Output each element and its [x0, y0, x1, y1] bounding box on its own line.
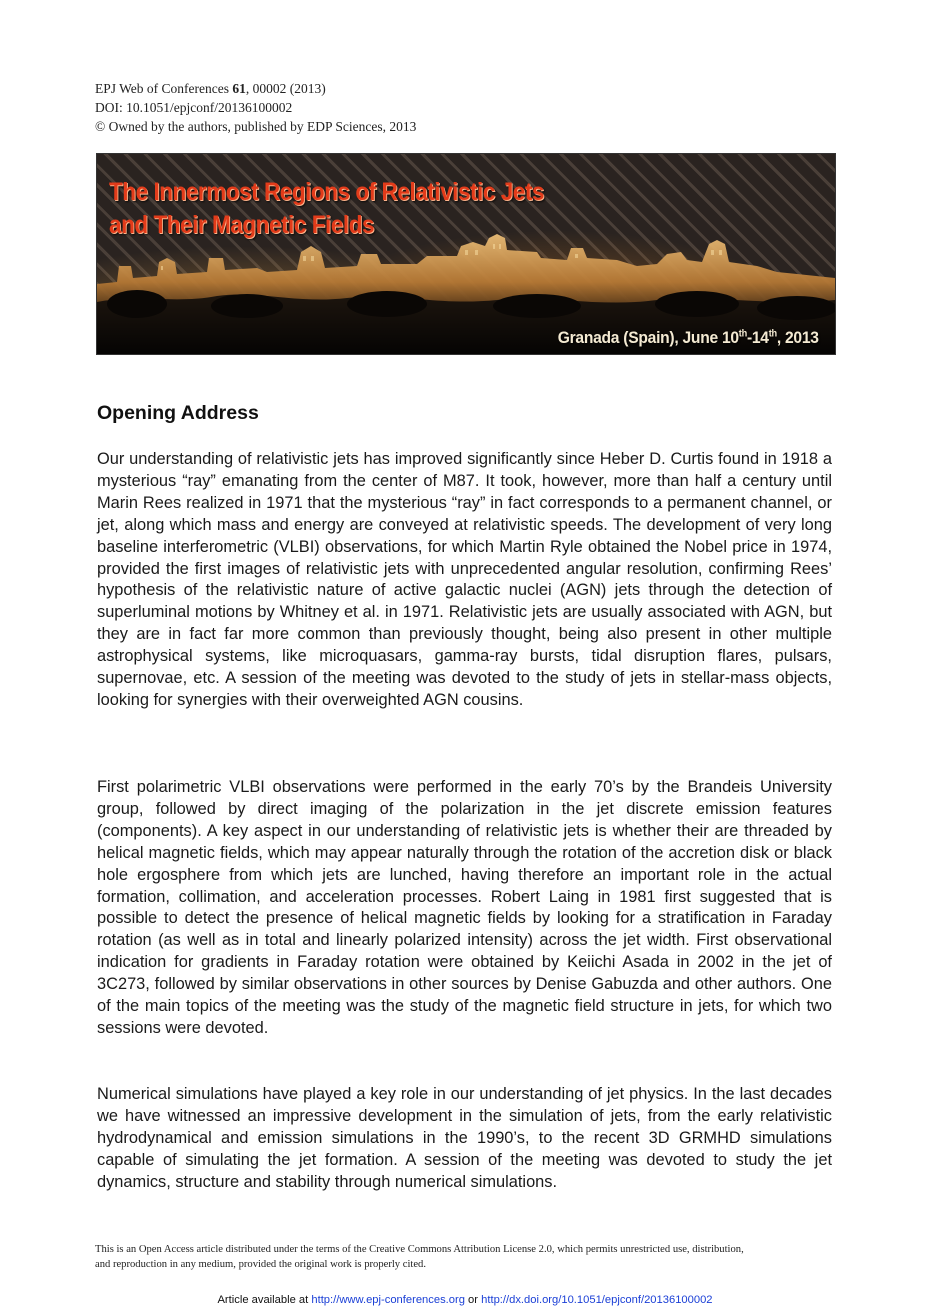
- caption-mid: -14: [747, 328, 770, 347]
- caption-suffix: , 2013: [777, 328, 819, 347]
- availability-prefix: Article available at: [217, 1294, 312, 1306]
- paragraph-3: Numerical simulations have played a key role in our understanding of jet physics. In the last decades we have witnessed an impressive development in the simulation of jets, from the early relativistic hydrodynamical and emission simulations in the 1990’s, to the recent 3D GRMHD simulations capable of simulating the jet formation. A session of the meeting was devoted to study the jet dynamics, structure and stability through numerical simulations.: [97, 1085, 832, 1191]
- paragraph-1: Our understanding of relativistic jets has improved significantly since Heber D. Curtis found in 1918 a mysterious “ray” emanating from the center of M87. It took, however, more than half a century until Marin Rees realized in 1971 that the mysterious “ray” in fact corresponds to a permanent channel, or jet, along which mass and energy are conveyed at relativistic speeds. The development of very long baseline interferometric (VLBI) observations, for which Martin Ryle obtained the Nobel price in 1974, provided the first images of relativistic jets with unprecedented angular resolution, confirming Rees’ hypothesis of the relativistic nature of active galactic nuclei (AGN) jets through the detection of superluminal motions by Whitney et al. in 1971. Relativistic jets are usually associated with AGN, but they are in fact far more common than previously thought, being also present in other multiple astrophysical systems, like microquasars, gamma-ray bursts, tidal disruption flares, pulsars, supernovae, etc. A session of the meeting was devoted to the study of jets in stellar-mass objects, looking for synergies with their overweighted AGN cousins.: [97, 450, 832, 709]
- epj-conferences-link[interactable]: http://www.epj-conferences.org: [311, 1294, 465, 1306]
- availability-or: or: [464, 1294, 482, 1306]
- banner-title-line-1: The Innermost Regions of Relativistic Jets: [109, 178, 544, 206]
- conference-banner: [96, 153, 836, 355]
- banner-location-date: [558, 328, 819, 348]
- license-line-1: This is an Open Access article distributed under the terms of the Creative Commons Attribution License 2.0, which permits unrestricted use, distribution,: [95, 1244, 744, 1255]
- caption-sup-1: th: [739, 328, 748, 340]
- caption-prefix: Granada (Spain), June 10: [558, 328, 740, 347]
- banner-title: [109, 176, 613, 242]
- article-availability: [0, 1294, 930, 1306]
- volume-number: 61: [232, 81, 246, 96]
- citation-header: [95, 79, 416, 136]
- journal-name: EPJ Web of Conferences: [95, 81, 233, 96]
- license-notice: [95, 1242, 855, 1272]
- caption-sup-2: th: [769, 328, 778, 340]
- section-title: Opening Address: [97, 402, 259, 424]
- license-line-2: and reproduction in any medium, provided the original work is properly cited.: [95, 1259, 426, 1270]
- banner-title-line-2: and Their Magnetic Fields: [109, 211, 375, 239]
- copyright-line: © Owned by the authors, published by EDP Sciences, 2013: [95, 119, 417, 134]
- doi-link[interactable]: http://dx.doi.org/10.1051/epjconf/20136100002: [481, 1294, 713, 1306]
- citation-rest: , 00002 (2013): [245, 81, 326, 96]
- journal-citation: [95, 79, 416, 98]
- doi-line: DOI: 10.1051/epjconf/20136100002: [95, 100, 293, 115]
- paragraph-2: First polarimetric VLBI observations were performed in the early 70’s by the Brandeis University group, followed by direct imaging of the polarization in the jet discrete emission features (components). A key aspect in our understanding of relativistic jets is whether their are threaded by helical magnetic fields, which may appear naturally through the rotation of the accretion disk or black hole ergosphere from which jets are lunched, having therefore an important role in the actual formation, collimation, and acceleration processes. Robert Laing in 1981 first suggested that is possible to detect the presence of helical magnetic fields by looking for a stratification in Faraday rotation (as well as in total and linearly polarized intensity) across the jet width. First observational indication for gradients in Faraday rotation were obtained by Keiichi Asada in 2002 in the jet of 3C273, followed by similar observations in other sources by Denise Gabuzda and other authors. One of the main topics of the meeting was the study of the magnetic field structure in jets, for which two sessions were devoted.: [97, 778, 832, 1037]
